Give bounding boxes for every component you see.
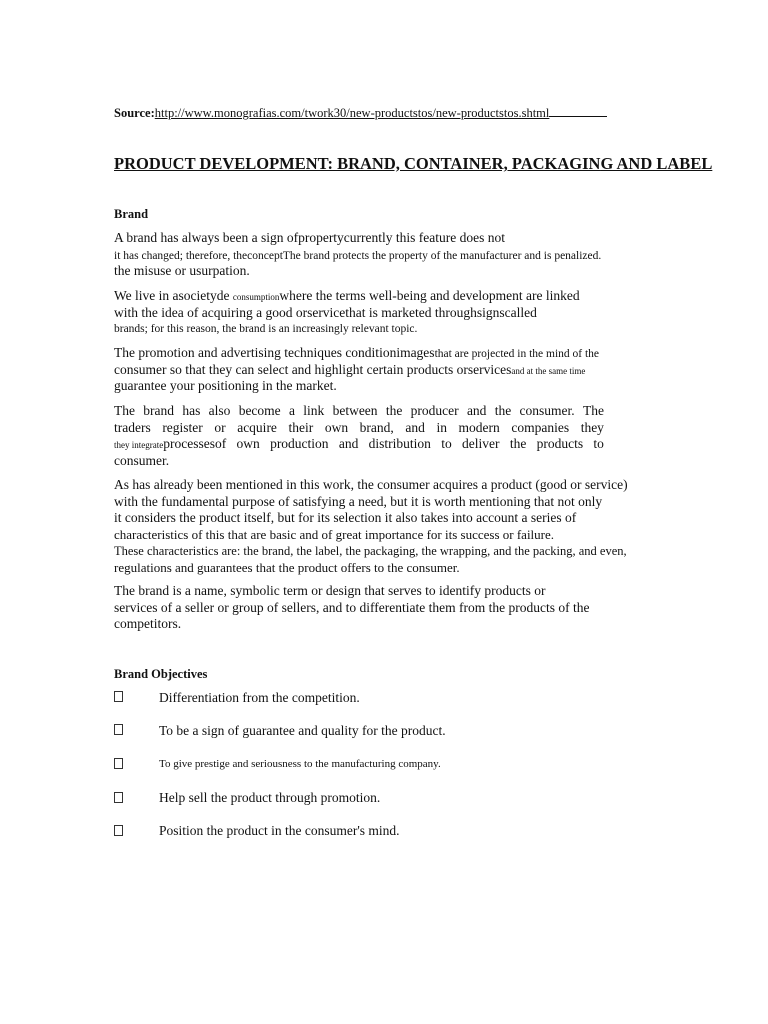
justified-word: they xyxy=(580,419,604,435)
p2-line-3: brands; for this reason, the brand is an increasingly relevant topic. xyxy=(114,323,418,335)
p3-line-1a: The promotion and advertising techniques conditionimages xyxy=(114,345,435,360)
source-url-link[interactable]: http://www.monografias.com/twork30/new-productstos/new-productstos.shtml xyxy=(154,106,550,120)
p6-line-2: services of a seller or group of sellers, and to differentiate them from the products of the xyxy=(114,599,590,615)
p3-line-1b: that are projected in the mind of the xyxy=(434,348,600,360)
justified-word: The xyxy=(114,403,135,418)
p3-line-2 xyxy=(114,362,634,379)
p3-line-2a: consumer so that they can select and highlight certain products orservices xyxy=(114,361,512,377)
justified-word: producer xyxy=(410,403,459,418)
justified-word: the xyxy=(494,403,512,418)
justified-word: and xyxy=(405,419,425,435)
justified-word: products xyxy=(536,436,584,451)
justified-word: modern xyxy=(458,419,500,435)
paragraph-5 xyxy=(114,477,634,576)
paragraph-1 xyxy=(114,230,634,280)
p3-line-1 xyxy=(114,345,634,362)
source-underline-pad xyxy=(549,104,607,117)
p1-line-1: A brand has always been a sign ofpropertycurrently this feature does not xyxy=(114,230,506,245)
objective-item: To give prestige and seriousness to the manufacturing company. xyxy=(159,758,441,770)
justified-word: distribution xyxy=(368,436,431,451)
justified-word: deliver xyxy=(462,436,500,451)
justified-word-group: they integrateprocessesof xyxy=(114,436,227,451)
bullet-icon xyxy=(114,724,123,739)
justified-word: a xyxy=(288,403,295,418)
paragraph-2 xyxy=(114,288,634,338)
paragraph-4 xyxy=(114,403,634,469)
p3-line-3: guarantee your positioning in the market. xyxy=(114,378,337,393)
justified-word: and xyxy=(466,403,487,418)
paragraph-3 xyxy=(114,345,634,395)
p4-line-2 xyxy=(114,420,604,437)
justified-word: production xyxy=(270,436,329,451)
justified-word: The xyxy=(582,403,604,418)
justified-word: and xyxy=(338,436,359,451)
p6-line-3: competitors. xyxy=(114,616,182,631)
title-underlined: PRODUCT DEVELOPMENT: BRAND, CONTAINER, PACKAGIN xyxy=(114,154,601,173)
source-line xyxy=(114,104,607,121)
justified-word: brand xyxy=(143,403,175,418)
justified-word: or xyxy=(214,419,226,435)
justified-word: the xyxy=(385,403,403,418)
p4-line-3 xyxy=(114,436,604,453)
bullet-icon xyxy=(114,758,123,773)
p2-line-1c: where the terms well-being and development are linked xyxy=(279,288,580,303)
justified-word: the xyxy=(509,436,527,451)
p5-line-4: characteristics of this that are basic and of great importance for its success or failure. xyxy=(114,526,555,542)
justified-word: companies xyxy=(511,419,570,435)
p1-line-2b: The brand protects the property of the manufacturer and is penalized. xyxy=(282,249,602,262)
justified-word: become xyxy=(238,403,281,418)
p2-line-1b: consumption xyxy=(232,292,280,302)
justified-word: between xyxy=(332,403,378,418)
justified-word: to xyxy=(593,436,604,451)
p5-line-6: regulations and guarantees that the product offers to the consumer. xyxy=(114,559,460,575)
p5-line-2: with the fundamental purpose of satisfying a need, but it is worth mentioning that not only xyxy=(114,493,603,509)
p1-line-2 xyxy=(114,247,634,264)
objective-item: Position the product in the consumer's mind. xyxy=(159,823,400,838)
p1-line-2a: it has changed; therefore, theconcept xyxy=(114,249,283,262)
paragraph-6 xyxy=(114,583,634,633)
justified-word: traders xyxy=(114,419,151,435)
justified-word: to xyxy=(441,436,452,451)
objective-item: Help sell the product through promotion. xyxy=(159,790,381,805)
objectives-heading: Brand Objectives xyxy=(114,667,208,681)
brand-heading: Brand xyxy=(114,207,149,221)
source-label: Source: xyxy=(114,106,155,120)
justified-word: consumer. xyxy=(519,403,575,418)
justified-word: has xyxy=(182,403,201,418)
bullet-icon xyxy=(114,792,123,807)
objective-item: To be a sign of guarantee and quality for the product. xyxy=(159,723,446,738)
bullet-icon xyxy=(114,691,123,706)
p5-line-3: it considers the product itself, but for its selection it also takes into account a series of xyxy=(114,510,577,525)
p4-line-1 xyxy=(114,403,604,420)
justified-word: also xyxy=(208,403,231,418)
justified-word: own xyxy=(236,436,260,451)
p2-line-1a: We live in asocietyde xyxy=(114,288,233,303)
justified-word: in xyxy=(436,419,447,435)
p5-line-1: As has already been mentioned in this work, the consumer acquires a product (good or service) xyxy=(114,477,628,492)
p2-line-1 xyxy=(114,288,634,305)
objective-item: Differentiation from the competition. xyxy=(159,690,360,705)
justified-word: own xyxy=(324,419,349,435)
p4-line-4: consumer. xyxy=(114,452,170,468)
p1-line-3: the misuse or usurpation. xyxy=(114,263,250,278)
justified-word: acquire xyxy=(237,419,277,435)
justified-word: link xyxy=(303,403,325,418)
p5-line-5: These characteristics are: the brand, the label, the packaging, the wrapping, and the packing, and even, xyxy=(114,544,627,558)
justified-word: register xyxy=(162,419,203,435)
p6-line-1: The brand is a name, symbolic term or design that serves to identify products or xyxy=(114,583,546,598)
justified-word: their xyxy=(288,419,314,435)
p2-line-2: with the idea of acquiring a good orservicethat is marketed throughsignscalled xyxy=(114,304,537,320)
page-title xyxy=(114,154,712,174)
bullet-icon xyxy=(114,825,123,840)
p3-line-2b: and at the same time xyxy=(511,365,586,376)
justified-word: brand, xyxy=(359,419,394,435)
title-rest: G AND LABEL xyxy=(600,154,713,173)
